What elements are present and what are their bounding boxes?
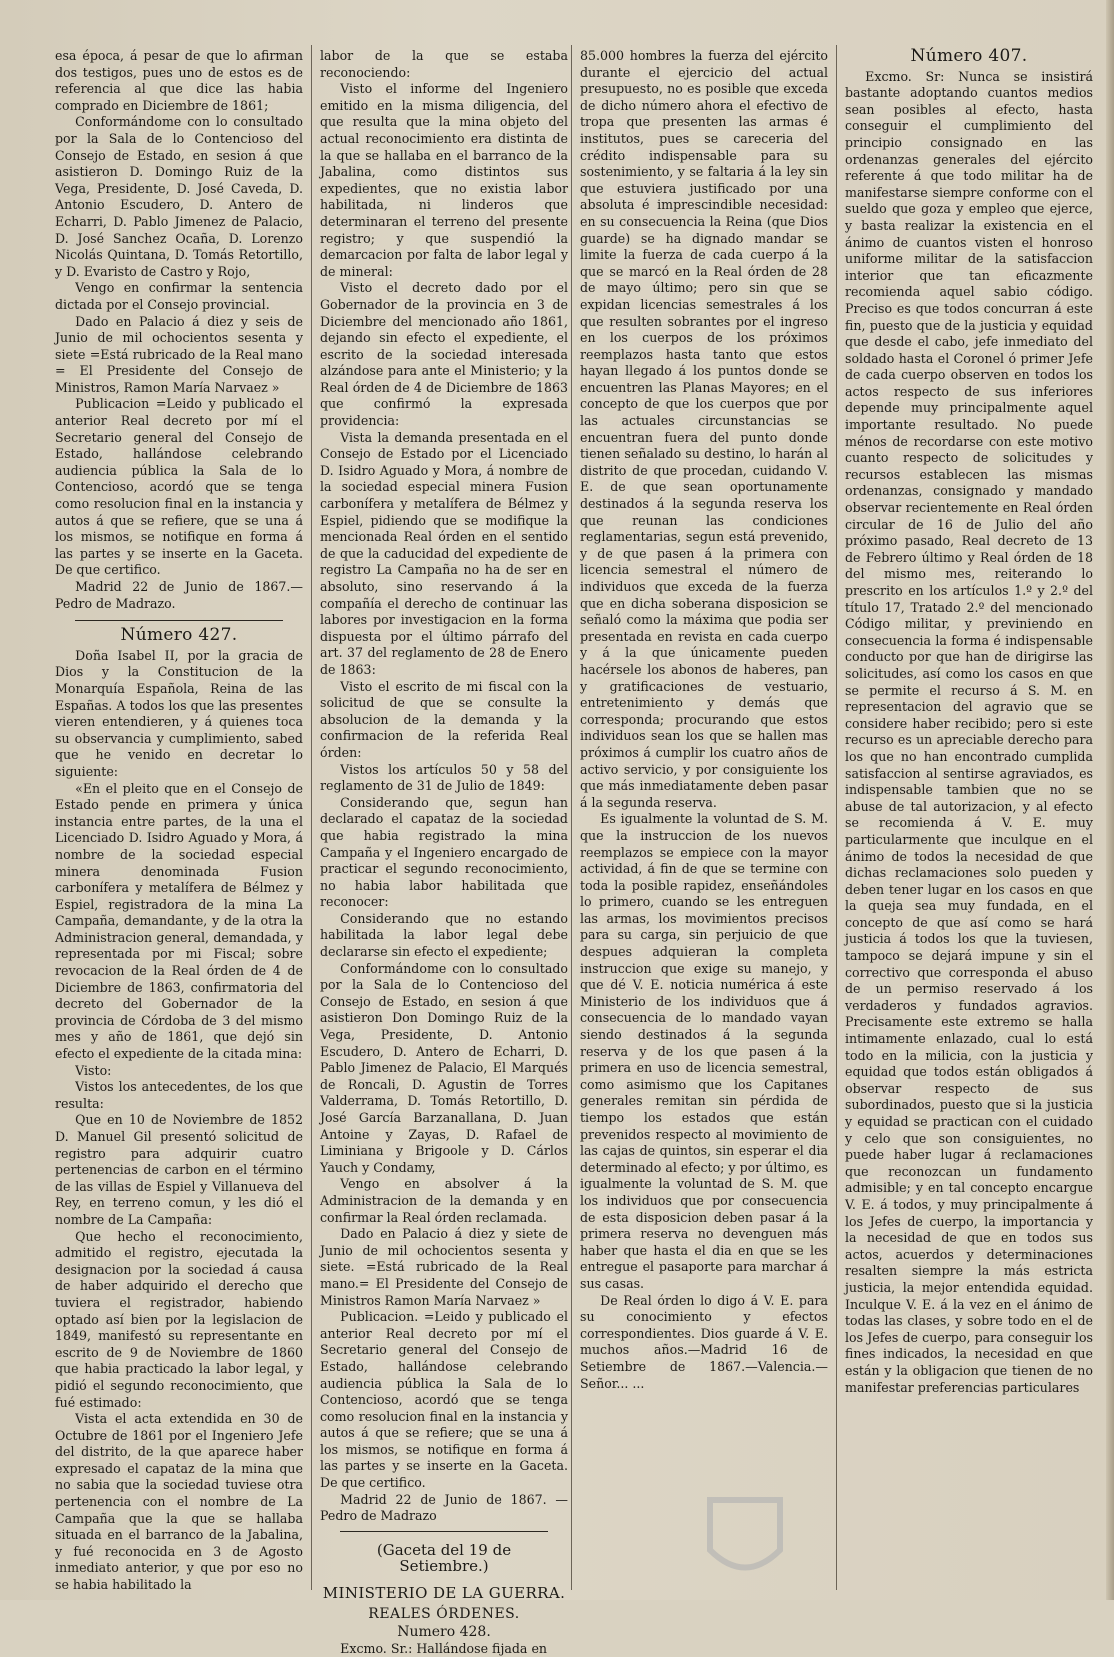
paragraph: Visto el escrito de mi fiscal con la solicitud de que se consulte la absolucion de la demanda y la confirmacion de la referida Real órden: xyxy=(320,678,568,760)
paragraph: Madrid 22 de Junio de 1867.—Pedro de Madrazo. xyxy=(55,579,303,611)
paragraph: Que hecho el reconocimiento, admitido el registro, ejecutada la designacion por la sociedad á causa de haber adquirido el derecho que tuviera el registrador, habiendo optado así bien por la legislacion de 1849, manifestó su representante en escrito de 9 de Noviembre de 1860 que habia practicado la labor legal, y pidió el segundo reconocimiento, que fué estimado: xyxy=(55,1228,303,1410)
paragraph: Publicacion =Leido y publicado el anterior Real decreto por mí el Secretario general del Consejo de Estado, hallándose celebrando audiencia pública la Sala de lo Contencioso, acordó que se tenga como resolucion final en la instancia y autos á que se refiere, que se una á los mismos, se notifique en forma á las partes y se inserte en la Gaceta. De que certifico. xyxy=(55,396,303,578)
paragraph: 85.000 hombres la fuerza del ejército durante el ejercicio del actual presupuesto, no es posible que exceda de dicho número ahora el efectivo de tropa que presenten las armas é institutos, pues se careceria del crédito indispensable para su sostenimiento, y se faltaria á la ley sin que estuviera justificado por una absoluta é imprescindible necesidad: en su consecuencia la Reina (que Dios guarde) se ha dignado mandar se limite la fuerza de cada cuerpo á la que se marcó en la Real órden de 28 de mayo último; pero sin que se expidan licencias semestrales á los que resulten sobrantes por el ingreso en los cuerpos de los próximos reemplazos hasta tanto que estos hayan llegado á los puntos donde se encuentren las Planas Mayores; en el concepto de que los cuerpos que por las actuales circunstancias se encuentran fuera del punto donde tienen señalado su destino, lo harán al distrito de que procedan, cuidando V. E. de que sean oportunamente destinados á la segunda reserva los que reunan las condiciones reglamentarias, segun está prevenido, y de que pasen á la primera con licencia semestral el número de individuos que exceda de la fuerza que en dicha soberana disposicion se señaló como la máxima que podia ser presentada en revista en cada cuerpo y á la que únicamente pueden hacérsele los abonos de haberes, pan y gratificaciones de vestuario, entretenimiento y demás que corresponda; procurando que estos individuos sean los que se hallen mas próximos á cumplir los cuatro años de activo servicio, y por consiguiente los que más inmediatamente deben pasar á la segunda reserva. xyxy=(580,48,828,810)
paragraph: Vista el acta extendida en 30 de Octubre de 1861 por el Ingeniero Jefe del distrito, de la que aparece haber expresado el capataz de la mina que no sabia que la sociedad tuviese otra pertenencia con el nombre de La Campaña que la que se hallaba situada en el barranco de la Jabalina, y fué reconocida en 3 de Agosto inmediato anterior, y que por eso no se habia habilitado la xyxy=(55,1411,303,1593)
column-4 xyxy=(845,48,1093,1588)
order-number: Numero 428. xyxy=(397,1624,491,1641)
column-divider xyxy=(571,45,572,1590)
paragraph: Visto el decreto dado por el Gobernador de la provincia en 3 de Diciembre del mencionado año 1861, dejando sin efecto el expediente, el escrito de la sociedad interesada alzándose para ante el Ministerio; y la Real órden de 4 de Diciembre de 1863 que confirmó la expresada providencia: xyxy=(320,280,568,429)
paragraph: labor de la que se estaba reconociendo: xyxy=(320,48,568,80)
paragraph: Dado en Palacio á diez y siete de Junio de mil ochocientos sesenta y siete. =Está rubricado de la Real mano.= El Presidente del Consejo de Ministros Ramon María Narvaez » xyxy=(320,1226,568,1308)
paragraph: Vistos los antecedentes, de los que resulta: xyxy=(55,1079,303,1111)
column-divider xyxy=(311,45,312,1590)
paragraph: Es igualmente la voluntad de S. M. que la instruccion de los nuevos reemplazos se empiece con la mayor actividad, á fin de que se termine con toda la posible rapidez, enseñándoles lo primero, cuando se les entreguen las armas, los movimientos precisos para su carga, sin perjuicio de que despues adquieran la completa instruccion que exige su manejo, y que dé V. E. noticia numérica á este Ministerio de los individuos que á consecuencia de lo mandado vayan siendo destinados á la segunda reserva y de los que pasen á la primera en uso de licencia semestral, como asimismo que los Capitanes generales remitan sin pérdida de tiempo los estados que están prevenidos respecto al movimiento de las cajas de quintos, sin esperar el dia determinado al efecto; y por último, es igualmente la voluntad de S. M. que los individuos que por consecuencia de esta disposicion deben pasar á la primera reserva no devenguen más haber que hasta el dia en que se les entregue el pasaporte para marchar á sus casas. xyxy=(580,811,828,1291)
paragraph: Conformándome con lo consultado por la Sala de lo Contencioso del Consejo de Estado, en sesion á que asistieron D. Domingo Ruiz de la Vega, Presidente, D. José Caveda, D. Antonio Escudero, D. Antero de Echarri, D. Pablo Jimenez de Palacio, D. José Sanchez Ocaña, D. Lorenzo Nicolás Quintana, D. Tomás Retortillo, y D. Evaristo de Castro y Rojo, xyxy=(55,114,303,279)
paragraph: Considerando que, segun han declarado el capataz de la sociedad que habia registrado la mina Campaña y el Ingeniero encargado de practicar el segundo reconocimiento, no habia labor habilitada que reconocer: xyxy=(320,794,568,910)
paragraph: Publicacion. =Leido y publicado el anterior Real decreto por mí el Secretario general del Consejo de Estado, hallándose celebrando audiencia pública la Sala de lo Contencioso, acordó que se tenga como resolucion final en la instancia y autos á que se refiere; que se una á los mismos, se notifique en forma á las partes y se inserte en la Gaceta. De que certifico. xyxy=(320,1309,568,1491)
paragraph: Vengo en absolver á la Administracion de la demanda y en confirmar la Real órden reclamada. xyxy=(320,1176,568,1225)
column-2 xyxy=(320,48,568,1656)
column-3 xyxy=(580,48,828,1588)
gaceta-note: (Gaceta del 19 de Setiembre.) xyxy=(340,1531,548,1575)
section-subheading: REALES ÓRDENES. xyxy=(368,1605,520,1622)
paragraph: Vengo en confirmar la sentencia dictada por el Consejo provincial. xyxy=(55,280,303,312)
paragraph: Visto: xyxy=(75,1062,112,1078)
paragraph: Excmo. Sr: Nunca se insistirá bastante adoptando cuantos medios sean posibles al efecto, hasta conseguir el cumplimiento del principio consignado en las ordenanzas generales del ejército referente á que todo militar ha de manifestarse siempre conforme con el sueldo que goza y empleo que ejerce, y basta realizar la existencia en el ánimo de cuantos visten el honroso uniforme militar de la satisfaccion interior que tan eficazmente recomienda aquel sabio código. Preciso es que todos concurran á este fin, puesto que de la justicia y equidad que desde el cabo, jefe inmediato del soldado hasta el Coronel ó primer Jefe de cada cuerpo observen en todos los actos respecto de sus inferiores depende muy principalmente aquel importante resultado. No puede ménos de recordarse con este motivo cuanto respecto de solicitudes y recursos establecen las mismas ordenanzas, consignado y mandado observar recientemente en Real órden circular de 16 de Julio del año próximo pasado, Real decreto de 13 de Febrero último y Real órden de 18 del mismo mes, reiterando lo prescrito en los artículos 1.º y 2.º del título 17, Tratado 2.º del mencionado Código militar, y previniendo en consecuencia la forma é indispensable conducto por que han de dirigirse las solicitudes, así como los casos en que se permite el recurso á S. M. en representacion del agravio que se considere haber recibido; pero si este recurso es un apreciable derecho para los que no han encontrado cumplida satisfaccion al sentirse agraviados, es indispensable tambien que no se abuse de tal autorizacion, y al efecto se recomienda á V. E. muy particularmente que inculque en el ánimo de todos la necesidad de que dichas reclamaciones solo pueden y deben tener lugar en los casos en que la queja sea muy fundada, en el concepto de que así como se hará justicia á todos los que la tuviesen, tampoco se dejará impune y sin el correctivo que corresponda el abuso de un permiso reservado á los verdaderos y fundados agravios. Precisamente este extremo se halla intimamente enlazado, cual lo está todo en la milicia, con la justicia y equidad que todos están obligados á observar respecto de sus subordinados, puesto que si la justicia y equidad se practican con el cuidado y celo que son consiguientes, no puede haber lugar á reclamaciones que reconozcan un fundamento admisible; y en tal concepto encargue V. E. á todos, y muy principalmente á los Jefes de cuerpo, la importancia y la necesidad de que en todos sus actos, acuerdos y determinaciones resalten siempre la más estricta justicia, la mejor entendida equidad. Inculque V. E. á la vez en el ánimo de todas las clases, y sobre todo en el de los Jefes de cuerpo, para conseguir los fines indicados, la necesidad en que están y la obligacion que tienen de no manifestar preferencias particulares xyxy=(845,68,1093,1395)
paragraph: Considerando que no estando habilitada la labor legal debe declararse sin efecto el expediente; xyxy=(320,910,568,960)
section-heading: Número 427. xyxy=(75,620,283,644)
archive-watermark-icon xyxy=(700,1490,790,1585)
paragraph: «En el pleito que en el Consejo de Estado pende en primera y única instancia entre partes, de la una el Licenciado D. Isidro Aguado y Mora, á nombre de la sociedad especial minera denominada Fusion carbonífera y metalífera de Bélmez y Espiel, registradora de la mina La Campaña, demandante, y de la otra la Administracion general, demandada, y representada por mi Fiscal; sobre revocacion de la Real órden de 4 de Diciembre de 1863, confirmatoria del decreto del Gobernador de la provincia de Córdoba de 3 del mismo mes y año de 1861, que dejó sin efecto el expediente de la citada mina: xyxy=(55,780,303,1062)
page-edge-shadow xyxy=(1106,0,1114,1600)
paragraph: Que en 10 de Noviembre de 1852 D. Manuel Gil presentó solicitud de registro para adquirir cuatro pertenencias de carbon en el término de las villas de Espiel y Villanueva del Rey, en terreno comun, y les dió el nombre de La Campaña: xyxy=(55,1112,303,1227)
paragraph: Excmo. Sr.: Hallándose fijada en xyxy=(340,1640,548,1656)
paragraph: esa época, á pesar de que lo afirman dos testigos, pues uno de estos es de referencia al que dice las habia comprado en Diciembre de 1861; xyxy=(55,48,303,113)
ministry-heading: MINISTERIO DE LA GUERRA. xyxy=(322,1584,566,1603)
section-heading: Número 407. xyxy=(910,46,1028,66)
paragraph: Visto el informe del Ingeniero emitido en la misma diligencia, del que resulta que la mina objeto del actual reconocimiento era distinta de la que se hallaba en el barranco de la Jabalina, como distintos sus expedientes, que no existia labor habilitada, ni linderos que determinaran el terreno del presente registro; y que suspendió la demarcacion por falta de labor legal y de mineral: xyxy=(320,81,568,279)
paragraph: Vistos los artículos 50 y 58 del reglamento de 31 de Julio de 1849: xyxy=(320,761,568,794)
column-divider xyxy=(836,45,837,1590)
paragraph: Madrid 22 de Junio de 1867. —Pedro de Madrazo xyxy=(320,1491,568,1524)
paragraph: Conformándome con lo consultado por la Sala de lo Contencioso del Consejo de Estado, en sesion á que asistieron Don Domingo Ruiz de la Vega, Presidente, D. Antonio Escudero, D. Antero de Echarri, D. Pablo Jimenez de Palacio, El Marqués de Roncali, D. Agustin de Torres Valderrama, D. Tomás Retortillo, D. José García Barzanallana, D. Juan Antoine y Zayas, D. Rafael de Liminiana y Brigoole y D. Cárlos Yauch y Condamy, xyxy=(320,960,568,1175)
paragraph: Vista la demanda presentada en el Consejo de Estado por el Licenciado D. Isidro Aguado y Mora, á nombre de la sociedad especial minera Fusion carbonífera y metalífera de Bélmez y Espiel, pidiendo que se modifique la mencionada Real órden en el sentido de que la caducidad del expediente de registro La Campaña no ha de ser en absoluto, sino reservando á la compañía el derecho de continuar las labores por investigacion en la forma dispuesta por el último párrafo del art. 37 del reglamento de 28 de Enero de 1863: xyxy=(320,429,568,677)
column-1 xyxy=(55,48,303,1593)
paragraph: Doña Isabel II, por la gracia de Dios y la Constitucion de la Monarquía Española, Reina de las Españas. A todos los que las presentes vieren entendieren, y á quienes toca su observancia y cumplimiento, sabed que he venido en decretar lo siguiente: xyxy=(55,647,303,779)
paragraph: De Real órden lo digo á V. E. para su conocimiento y efectos correspondientes. Dios guarde á V. E. muchos años.—Madrid 16 de Setiembre de 1867.—Valencia.— Señor... ... xyxy=(580,1292,828,1391)
paragraph: Dado en Palacio á diez y seis de Junio de mil ochocientos sesenta y siete =Está rubricado de la Real mano = El Presidente del Consejo de Ministros, Ramon María Narvaez » xyxy=(55,313,303,395)
